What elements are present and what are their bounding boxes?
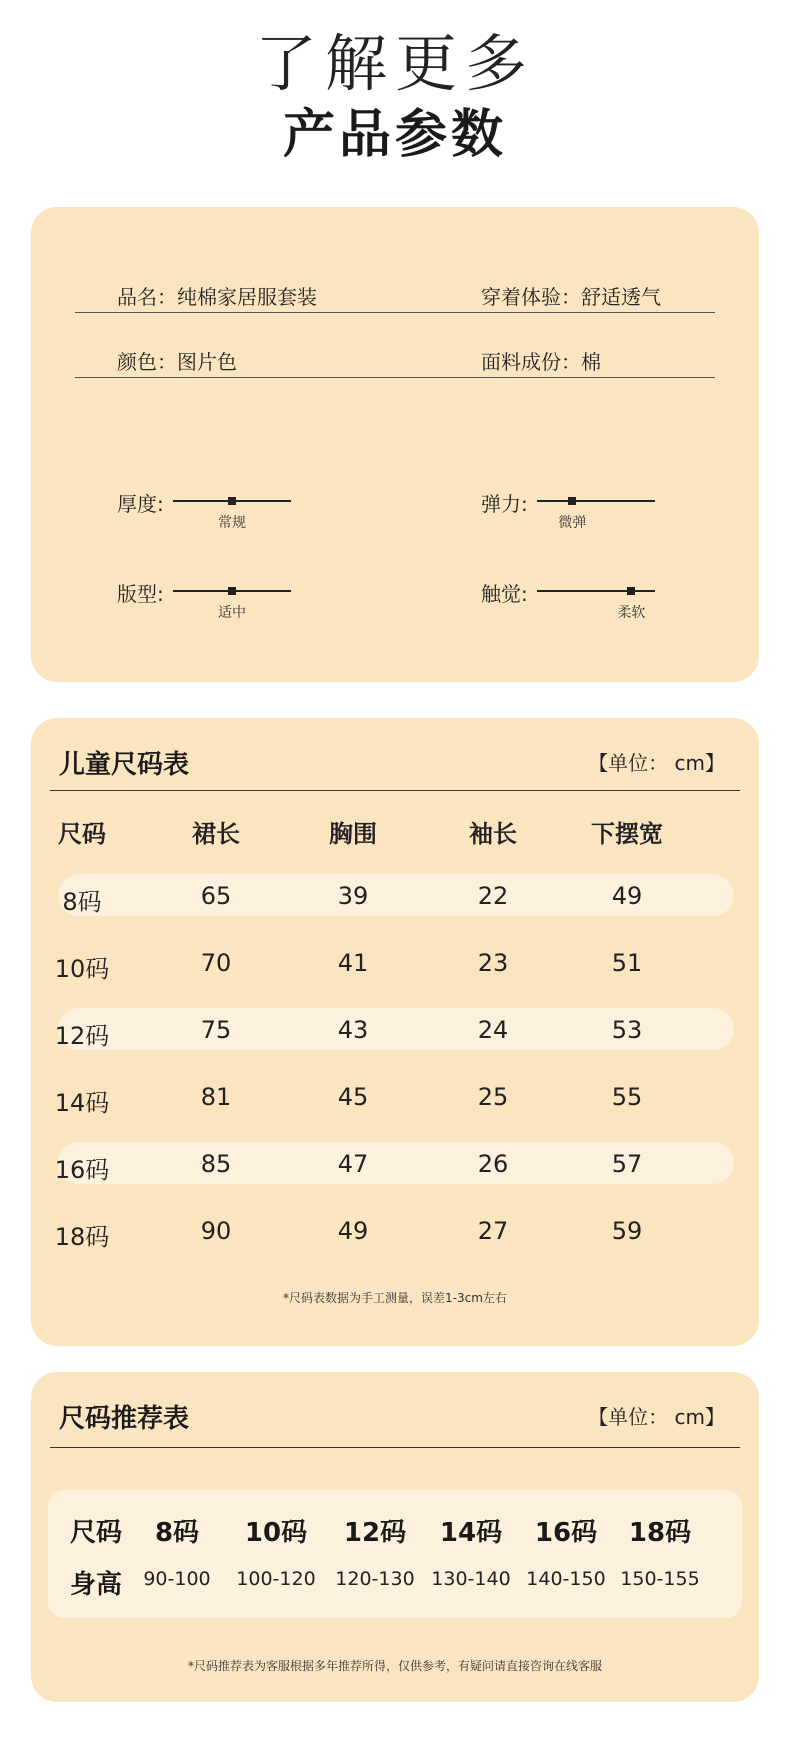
table-cell: 39 (337, 882, 369, 910)
size-table-title: 儿童尺码表 (59, 750, 190, 780)
table-cell: 90 (200, 1217, 232, 1245)
product-params-card (31, 207, 759, 682)
scale-track (173, 590, 291, 592)
recommend-height: 140-150 (526, 1568, 606, 1590)
table-cell: 12码 (54, 1022, 110, 1050)
table-cell: 26 (477, 1150, 509, 1178)
recommend-table (48, 1490, 742, 1618)
row-label-size: 尺码 (69, 1518, 122, 1548)
table-cell: 49 (337, 1217, 369, 1245)
recommend-title: 尺码推荐表 (59, 1404, 190, 1434)
size-table-unit: 【单位： cm】 (588, 751, 725, 775)
table-header: 胸围 (329, 820, 377, 848)
recommend-height: 150-155 (620, 1568, 700, 1590)
scale-value: 柔软 (617, 605, 646, 621)
scale-track (537, 500, 655, 502)
divider (50, 790, 740, 791)
param-experience: 穿着体验：舒适透气 (481, 285, 661, 309)
table-cell: 47 (337, 1150, 369, 1178)
scale-label: 厚度: (117, 492, 164, 516)
scale-label: 弹力: (481, 492, 528, 516)
scale-label: 触觉: (481, 582, 528, 606)
size-table-note: *尺码表数据为手工测量，误差1-3cm左右 (283, 1291, 507, 1305)
table-cell: 75 (200, 1016, 232, 1044)
recommend-size: 18码 (628, 1518, 692, 1548)
table-cell: 85 (200, 1150, 232, 1178)
param-material: 面料成份：棉 (481, 350, 601, 374)
table-header: 袖长 (469, 820, 517, 848)
table-cell: 65 (200, 882, 232, 910)
scale-marker (228, 587, 236, 595)
scale-track (173, 500, 291, 502)
divider (75, 312, 715, 313)
table-header: 裙长 (192, 820, 240, 848)
scale-label: 版型: (117, 582, 164, 606)
recommend-height: 100-120 (236, 1568, 316, 1590)
table-cell: 8码 (62, 888, 102, 916)
row-label-height: 身高 (69, 1570, 122, 1600)
param-color: 颜色：图片色 (117, 350, 237, 374)
section-title: 产品参数 (282, 105, 507, 165)
scale-value: 适中 (218, 605, 246, 621)
divider (75, 377, 715, 378)
table-header: 下摆宽 (591, 820, 663, 848)
recommend-note: *尺码推荐表为客服根据多年推荐所得，仅供参考，有疑问请直接咨询在线客服 (187, 1659, 602, 1673)
table-cell: 55 (611, 1083, 643, 1111)
table-cell: 14码 (54, 1089, 110, 1117)
divider (50, 1447, 740, 1448)
recommend-height: 130-140 (431, 1568, 511, 1590)
table-cell: 24 (477, 1016, 509, 1044)
table-cell: 49 (611, 882, 643, 910)
table-cell: 23 (477, 949, 509, 977)
page-title: 了解更多 (254, 27, 535, 100)
table-cell: 18码 (54, 1223, 110, 1251)
table-cell: 10码 (54, 955, 110, 983)
scale-marker (627, 587, 635, 595)
recommend-height: 90-100 (143, 1568, 211, 1590)
scale-track (537, 590, 655, 592)
table-cell: 27 (477, 1217, 509, 1245)
table-cell: 45 (337, 1083, 369, 1111)
scale-marker (228, 497, 236, 505)
table-cell: 70 (200, 949, 232, 977)
recommend-size: 8码 (154, 1518, 200, 1548)
recommend-size: 10码 (244, 1518, 308, 1548)
recommend-size: 14码 (439, 1518, 503, 1548)
recommend-size: 12码 (343, 1518, 407, 1548)
table-header: 尺码 (58, 820, 106, 848)
recommend-height: 120-130 (335, 1568, 415, 1590)
table-cell: 43 (337, 1016, 369, 1044)
table-cell: 16码 (54, 1156, 110, 1184)
size-table-card (31, 718, 759, 1346)
table-cell: 41 (337, 949, 369, 977)
table-cell: 25 (477, 1083, 509, 1111)
scale-value: 微弹 (558, 515, 587, 531)
scale-value: 常规 (218, 515, 246, 531)
table-cell: 57 (611, 1150, 643, 1178)
table-cell: 51 (611, 949, 643, 977)
param-name: 品名：纯棉家居服套装 (117, 285, 317, 309)
table-cell: 22 (477, 882, 509, 910)
table-cell: 59 (611, 1217, 643, 1245)
recommend-size: 16码 (534, 1518, 598, 1548)
table-cell: 53 (611, 1016, 643, 1044)
scale-marker (568, 497, 576, 505)
table-cell: 81 (200, 1083, 232, 1111)
size-recommend-card (31, 1372, 759, 1702)
recommend-unit: 【单位： cm】 (588, 1405, 725, 1429)
